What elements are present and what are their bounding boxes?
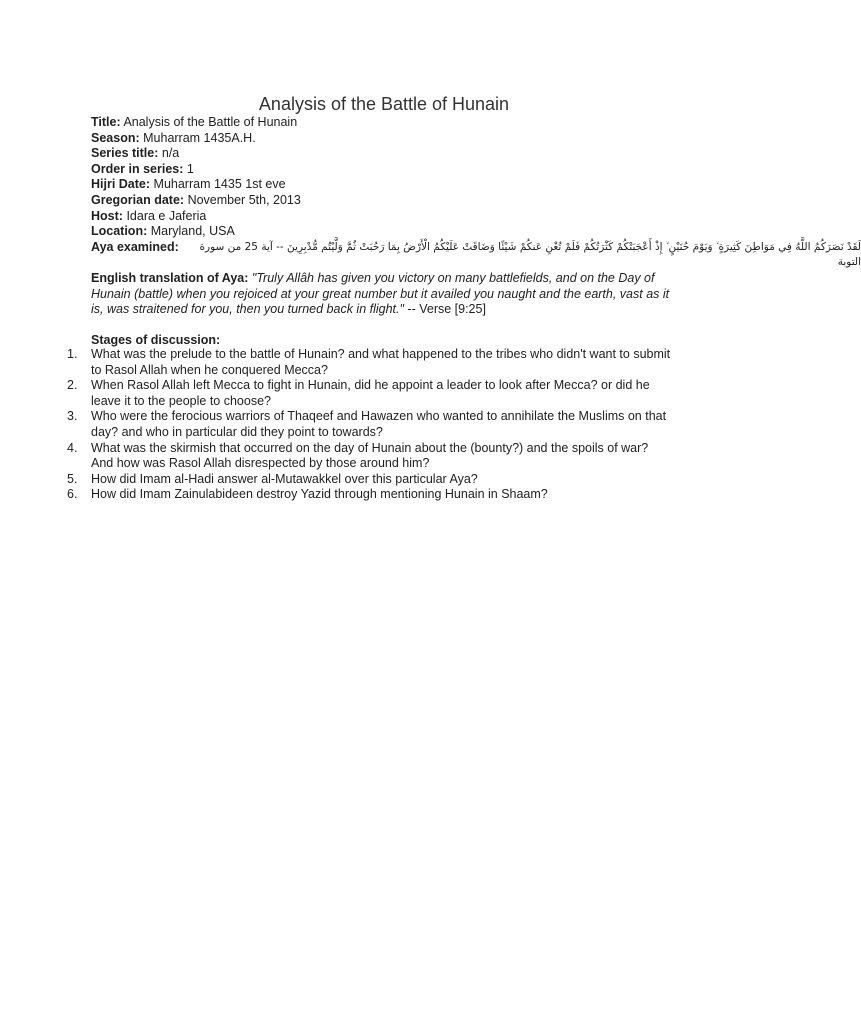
order-label: Order in series: — [91, 161, 184, 176]
translation-label: English translation of Aya: — [91, 270, 249, 285]
list-item-text: How did Imam al-Hadi answer al-Mutawakkel over this particular Aya? — [91, 471, 478, 486]
stages-heading: Stages of discussion: — [91, 332, 221, 347]
season-value: Muharram 1435A.H. — [143, 130, 256, 145]
list-item-text: How did Imam Zainulabideen destroy Yazid through mentioning Hunain in Shaam? — [91, 487, 548, 502]
series-title-label: Series title: — [91, 146, 159, 161]
list-item — [0, 347, 671, 378]
location-row — [91, 224, 681, 240]
translation-reference: -- Verse [9:25] — [403, 302, 486, 317]
title-value: Analysis of the Battle of Hunain — [123, 115, 298, 129]
aya-label: Aya examined: — [91, 239, 179, 254]
list-item — [0, 441, 671, 472]
order-value: 1 — [186, 161, 194, 176]
translation-quote: "Truly Allâh has given you victory on many battlefields, and on the Day of Hunain (battle) when you rejoiced at your great number but it availed you naught and the earth, vast as it is, was straitened for you, then you turned back in flight." — [91, 270, 670, 317]
season-row — [91, 131, 681, 147]
hijri-date-row — [91, 177, 681, 193]
host-value: Idara e Jaferia — [126, 208, 207, 223]
list-item — [0, 378, 671, 409]
gregorian-date-row — [91, 193, 681, 209]
translation-row — [91, 271, 681, 318]
title-row — [91, 115, 681, 131]
hijri-date-value: Muharram 1435 1st eve — [153, 177, 286, 192]
order-row — [91, 162, 681, 178]
series-title-value: n/a — [161, 146, 180, 161]
list-item-number: 5. — [67, 471, 78, 486]
list-item-text: What was the prelude to the battle of Hunain? and what happened to the tribes who didn't want to submit to Rasol Allah when he conquered Mecca? — [91, 347, 671, 377]
season-label: Season: — [91, 130, 140, 145]
aya-row — [91, 239, 861, 269]
list-item-number: 6. — [67, 487, 78, 502]
list-item-number: 4. — [67, 440, 78, 455]
gregorian-date-value: November 5th, 2013 — [187, 192, 301, 207]
list-item — [0, 409, 671, 440]
list-item-text: When Rasol Allah left Mecca to fight in Hunain, did he appoint a leader to look after Mecca? or did he leave it to the people to choose? — [91, 378, 650, 408]
list-item — [0, 472, 671, 488]
metadata-block — [91, 115, 861, 348]
page-title: Analysis of the Battle of Hunain — [258, 94, 510, 114]
list-item-text: What was the skirmish that occurred on the day of Hunain about the (bounty?) and the spoils of war? And how was Rasol Allah disrespected by those around him? — [91, 440, 649, 471]
list-item-number: 1. — [67, 347, 78, 361]
stages-list — [0, 347, 768, 503]
location-value: Maryland, USA — [150, 224, 235, 239]
list-item — [0, 487, 671, 503]
series-title-row — [91, 146, 681, 162]
list-item-number: 3. — [67, 409, 78, 424]
title-label: Title: — [91, 115, 121, 129]
list-item-number: 2. — [67, 378, 78, 393]
list-item-text: Who were the ferocious warriors of Thaqeef and Hawazen who wanted to annihilate the Muslims on that day? and who in particular did they point to towards? — [91, 409, 667, 439]
location-label: Location: — [91, 224, 148, 239]
aya-arabic-text: لَقَدْ نَصَرَكُمُ اللَّهُ فِي مَوَاطِنَ كَثِيرَةٍ ۙ وَيَوْمَ حُنَيْنٍ ۙ إِذْ أَعْجَبَتْكُمْ كَثْرَتُكُمْ فَلَمْ تُغْنِ عَنكُمْ شَيْئًا وَضَاقَتْ عَلَيْكُمُ الْأَرْضُ بِمَا رَحُبَتْ ثُمَّ وَلَّيْتُم مُّدْبِرِينَ -- آية 25 من سورة التوبة — [199, 240, 861, 269]
hijri-date-label: Hijri Date: — [91, 177, 151, 192]
gregorian-date-label: Gregorian date: — [91, 192, 185, 207]
host-label: Host: — [91, 208, 123, 223]
host-row — [91, 209, 681, 225]
